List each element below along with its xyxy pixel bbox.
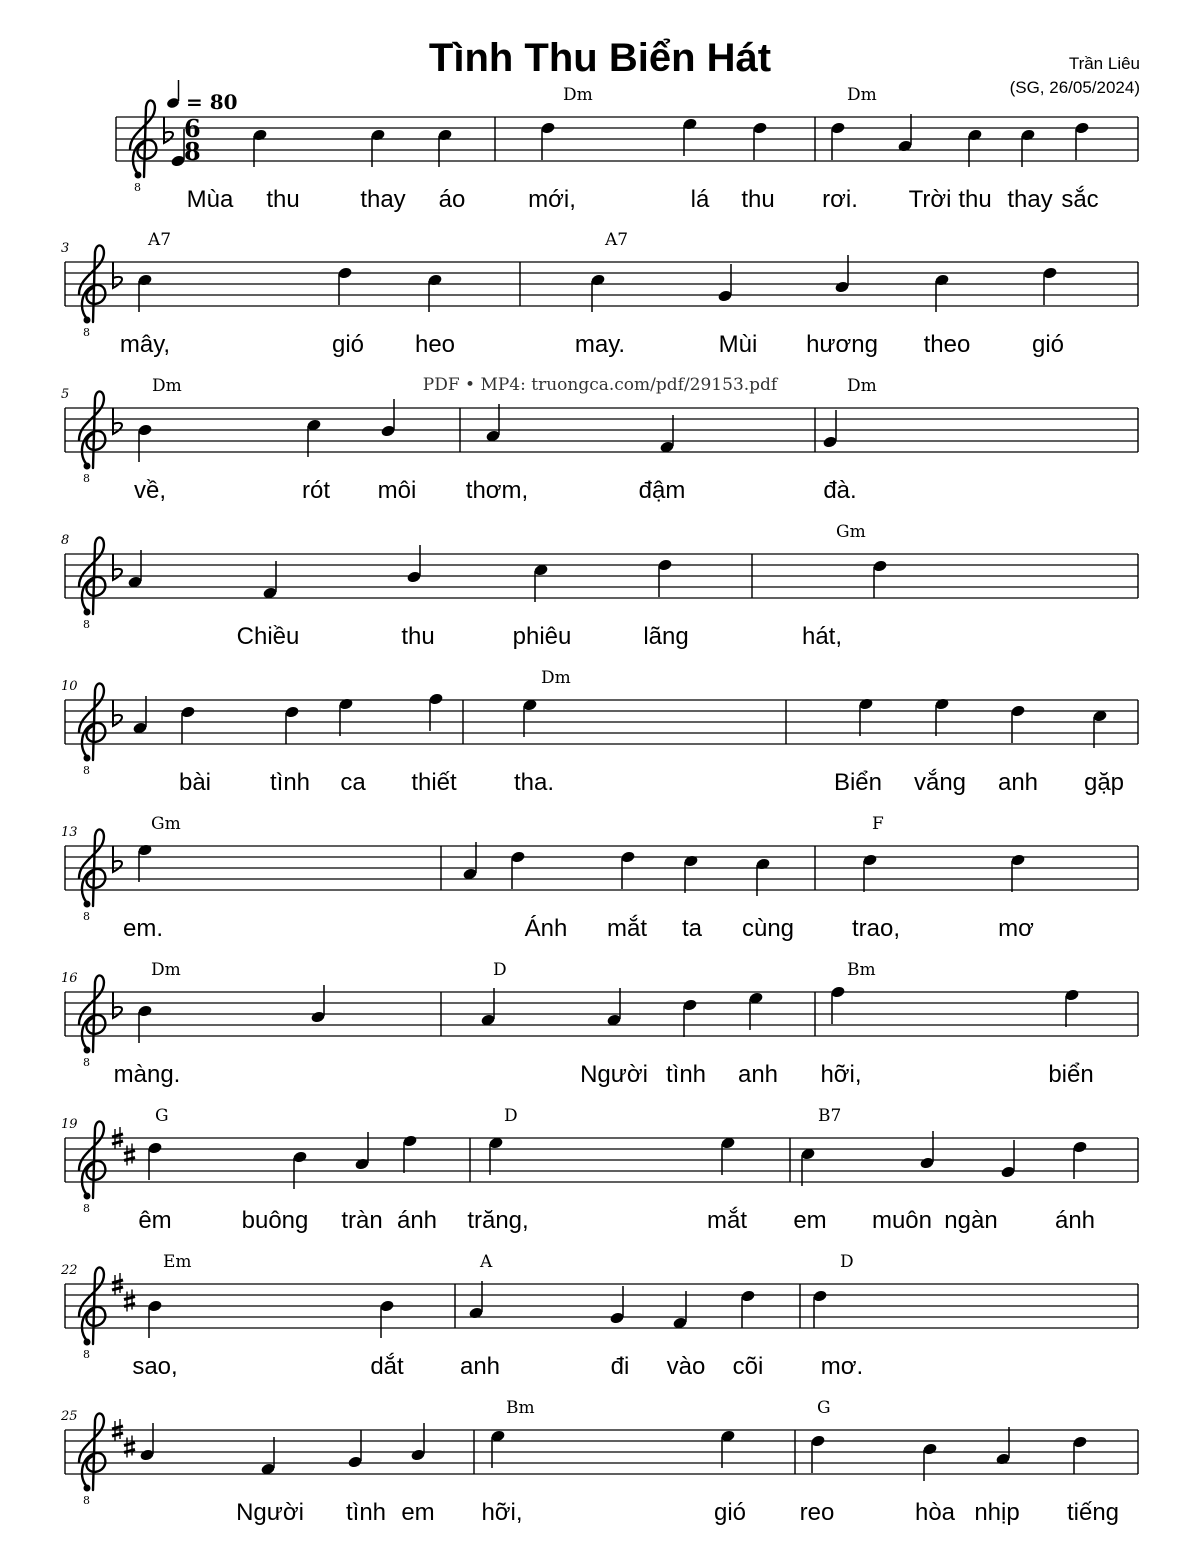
clef-octave-mark: 8 <box>83 472 90 485</box>
note <box>1042 266 1057 305</box>
chord-symbol: Dm <box>151 960 181 980</box>
chord-symbol: Dm <box>541 668 571 688</box>
note <box>995 1427 1010 1466</box>
time-signature <box>184 114 201 166</box>
chord-symbol: B7 <box>818 1106 842 1126</box>
lyric-syllable: tình <box>665 1061 707 1088</box>
note <box>406 545 421 584</box>
chord-symbol: A7 <box>605 230 629 250</box>
sharp-icon <box>124 1144 135 1166</box>
lyric-syllable: ta <box>681 915 703 942</box>
measure-number: 16 <box>61 971 78 986</box>
staff-system <box>61 522 1138 650</box>
lyric-syllable: buông <box>241 1207 309 1234</box>
tempo-text: = 80 <box>186 90 238 114</box>
lyric-syllable: màng. <box>113 1061 181 1088</box>
staff-system <box>61 668 1138 796</box>
note <box>720 1136 735 1175</box>
lyric-syllable: tràn <box>341 1207 383 1234</box>
lyric-syllable: biển <box>1048 1061 1094 1088</box>
note <box>306 418 321 457</box>
note <box>379 1299 394 1338</box>
clef-octave-mark: 8 <box>83 1202 90 1215</box>
clef-octave-mark: 8 <box>83 910 90 923</box>
clef-octave-mark: 8 <box>83 326 90 339</box>
staff-system <box>60 1252 1138 1380</box>
note <box>682 998 697 1037</box>
lyric-syllable: Ánh <box>524 915 568 942</box>
note <box>657 558 672 597</box>
measure-number: 25 <box>61 1409 78 1424</box>
note <box>934 697 949 736</box>
staff-system <box>60 1398 1138 1526</box>
note <box>338 697 353 736</box>
clef-octave-mark: 8 <box>83 1056 90 1069</box>
time-signature-bottom: 8 <box>184 137 201 166</box>
sharp-icon <box>124 1436 135 1458</box>
lyric-syllable: thay <box>1007 186 1053 213</box>
lyric-syllable: đà. <box>823 477 857 504</box>
composition-date: (SG, 26/05/2024) <box>1009 78 1140 97</box>
lyric-syllable: Mùa <box>186 186 234 213</box>
note <box>510 850 525 889</box>
lyric-syllable: mắt <box>706 1207 748 1234</box>
lyric-syllable: gió <box>713 1499 747 1526</box>
lyric-syllable: gặp <box>1083 769 1125 796</box>
note <box>262 561 277 600</box>
chord-symbol: Bm <box>847 960 876 980</box>
measure-number: 13 <box>61 825 78 840</box>
lyric-syllable: êm <box>138 1207 172 1234</box>
note <box>717 264 732 303</box>
measure-number: 3 <box>61 241 70 256</box>
clef-octave-mark: 8 <box>83 764 90 777</box>
staff-system <box>116 85 1138 213</box>
lyric-syllable: ca <box>340 769 366 796</box>
lyric-syllable: anh <box>737 1061 779 1088</box>
note <box>1000 1140 1015 1179</box>
lyric-syllable: may. <box>574 331 626 358</box>
note <box>533 563 548 602</box>
staff-system <box>61 814 1138 942</box>
lyric-syllable: cõi <box>732 1353 764 1380</box>
measure-number: 5 <box>61 387 70 402</box>
composer-name: Trần Liêu <box>1068 54 1140 73</box>
staff-system <box>61 1106 1138 1234</box>
note <box>830 985 845 1024</box>
lyric-syllable: Biển <box>833 769 883 796</box>
note <box>380 399 395 438</box>
note <box>540 121 555 160</box>
note <box>347 1430 362 1469</box>
chord-symbol: Dm <box>847 85 877 105</box>
note <box>922 1442 937 1481</box>
note <box>858 697 873 736</box>
lyric-syllable: ánh <box>1054 1207 1096 1234</box>
lyric-syllable: thu <box>741 186 775 213</box>
note <box>522 698 537 737</box>
lyric-syllable: hát, <box>801 623 843 650</box>
note <box>620 850 635 889</box>
note <box>800 1147 815 1186</box>
lyric-syllable: thơm, <box>465 477 529 504</box>
note <box>1010 704 1025 743</box>
lyric-syllable: ánh <box>396 1207 438 1234</box>
song-title: Tình Thu Biển Hát <box>428 36 772 80</box>
measure-number: 10 <box>61 679 78 694</box>
note <box>1072 1435 1087 1474</box>
lyric-syllable: heo <box>414 331 456 358</box>
lyric-syllable: phiêu <box>512 623 572 650</box>
lyric-syllable: tha. <box>513 769 555 796</box>
lyric-syllable: thu <box>958 186 992 213</box>
chord-symbol: Gm <box>836 522 866 542</box>
lyric-syllable: gió <box>331 331 365 358</box>
chord-symbol: G <box>817 1398 831 1418</box>
note <box>147 1141 162 1180</box>
lyric-syllable: đậm <box>638 477 686 504</box>
measure-number: 8 <box>61 533 70 548</box>
lyric-syllable: ngàn <box>944 1207 998 1234</box>
note <box>1074 121 1089 160</box>
note <box>919 1131 934 1170</box>
lyric-syllable: tiếng <box>1066 1499 1120 1526</box>
note <box>402 1134 417 1173</box>
note <box>488 1136 503 1175</box>
chord-symbol: D <box>493 960 507 980</box>
note <box>468 1281 483 1320</box>
lyric-syllable: bài <box>178 769 212 796</box>
clef-octave-mark: 8 <box>134 181 141 194</box>
chord-symbol: A7 <box>148 230 172 250</box>
sharp-icon <box>124 1290 135 1312</box>
staff-system <box>61 376 1138 504</box>
note <box>659 415 674 454</box>
lyric-syllable: thiết <box>411 769 457 796</box>
lyric-syllable: lãng <box>643 623 689 650</box>
lyric-syllable: sao, <box>132 1353 178 1380</box>
lyric-syllable: thay <box>360 186 406 213</box>
measure-number: 22 <box>61 1263 78 1278</box>
lyric-syllable: môi <box>377 477 417 504</box>
lyric-syllable: nhịp <box>974 1499 1020 1526</box>
lyric-syllable: đi <box>610 1353 630 1380</box>
note <box>410 1423 425 1462</box>
lyric-syllable: hỡi, <box>820 1061 862 1088</box>
lyric-syllable: mơ. <box>820 1353 864 1380</box>
lyric-syllable: mắt <box>606 915 648 942</box>
note <box>752 121 767 160</box>
note <box>720 1429 735 1468</box>
note <box>132 696 147 735</box>
lyric-syllable: tình <box>269 769 311 796</box>
lyric-syllable: Mùi <box>718 331 758 358</box>
lyric-syllable: vắng <box>913 769 967 796</box>
chord-symbol: Bm <box>506 1398 535 1418</box>
clef-octave-mark: 8 <box>83 618 90 631</box>
lyric-syllable: reo <box>799 1499 835 1526</box>
chord-symbol: G <box>155 1106 169 1126</box>
lyric-syllable: theo <box>923 331 971 358</box>
note <box>822 410 837 449</box>
chord-symbol: A <box>480 1252 493 1272</box>
lyric-syllable: mây, <box>119 331 171 358</box>
staff-system <box>61 230 1138 358</box>
lyric-syllable: muôn <box>871 1207 933 1234</box>
lyric-syllable: em. <box>122 915 164 942</box>
note <box>485 404 500 443</box>
note <box>428 692 443 731</box>
lyric-syllable: trao, <box>851 915 901 942</box>
note <box>310 985 325 1024</box>
note <box>672 1291 687 1330</box>
lyric-syllable: cùng <box>741 915 795 942</box>
clef-octave-mark: 8 <box>83 1494 90 1507</box>
note <box>127 550 142 589</box>
lyric-syllable: tình <box>345 1499 387 1526</box>
note <box>139 1423 154 1462</box>
note <box>748 991 763 1030</box>
lyric-syllable: Người <box>580 1061 648 1088</box>
lyric-syllable: áo <box>438 186 466 213</box>
lyric-syllable: dắt <box>370 1353 404 1380</box>
note <box>480 988 495 1027</box>
lyric-syllable: anh <box>997 769 1039 796</box>
note <box>862 853 877 892</box>
chord-symbol: F <box>872 814 884 834</box>
staff-system <box>61 960 1138 1088</box>
lyric-syllable: thu <box>401 623 435 650</box>
lyric-syllable: em <box>401 1499 435 1526</box>
lyric-syllable: lá <box>690 186 710 213</box>
lyric-syllable: anh <box>459 1353 501 1380</box>
note <box>284 705 299 744</box>
lyric-syllable: hương <box>806 331 878 358</box>
note <box>872 559 887 598</box>
note <box>609 1286 624 1325</box>
lyric-syllable: em <box>793 1207 827 1234</box>
tempo-mark <box>166 80 238 114</box>
lyric-syllable: rót <box>301 477 331 504</box>
note <box>137 423 152 462</box>
note <box>260 1437 275 1476</box>
lyric-syllable: mới, <box>528 186 576 213</box>
lyric-syllable: về, <box>133 477 167 504</box>
note <box>606 988 621 1027</box>
lyric-syllable: sắc <box>1061 186 1099 213</box>
lyric-syllable: Trời <box>908 186 952 213</box>
note <box>147 1299 162 1338</box>
note <box>1092 709 1107 748</box>
lyric-syllable: rơi. <box>822 186 858 213</box>
chord-symbol: D <box>840 1252 854 1272</box>
chord-symbol: Gm <box>151 814 181 834</box>
chord-symbol: Em <box>163 1252 192 1272</box>
lyric-syllable: trăng, <box>467 1207 529 1234</box>
note <box>137 1004 152 1043</box>
note <box>683 854 698 893</box>
lyric-syllable: thu <box>266 186 300 213</box>
lyric-syllable: Người <box>236 1499 304 1526</box>
note <box>292 1150 307 1189</box>
note <box>462 842 477 881</box>
lyric-syllable: hỡi, <box>481 1499 523 1526</box>
lyric-syllable: mơ <box>998 915 1034 942</box>
lyric-syllable: vào <box>666 1353 706 1380</box>
time-signature-top: 6 <box>184 114 201 143</box>
lyric-syllable: hòa <box>914 1499 956 1526</box>
note <box>490 1429 505 1468</box>
note <box>834 255 849 294</box>
note <box>830 121 845 160</box>
note <box>810 1434 825 1473</box>
note <box>137 843 152 882</box>
note <box>1064 988 1079 1027</box>
lyric-syllable: Chiều <box>236 623 300 650</box>
measure-number: 19 <box>61 1117 78 1132</box>
note <box>897 114 912 153</box>
note <box>812 1289 827 1328</box>
note <box>180 705 195 744</box>
clef-octave-mark: 8 <box>83 1348 90 1361</box>
note <box>1010 853 1025 892</box>
chord-symbol: Dm <box>563 85 593 105</box>
note <box>337 266 352 305</box>
watermark-text: PDF • MP4: truongca.com/pdf/29153.pdf <box>422 375 778 395</box>
lyric-syllable: gió <box>1031 331 1065 358</box>
chord-symbol: Dm <box>847 376 877 396</box>
chord-symbol: D <box>504 1106 518 1126</box>
note <box>740 1289 755 1328</box>
chord-symbol: Dm <box>152 376 182 396</box>
